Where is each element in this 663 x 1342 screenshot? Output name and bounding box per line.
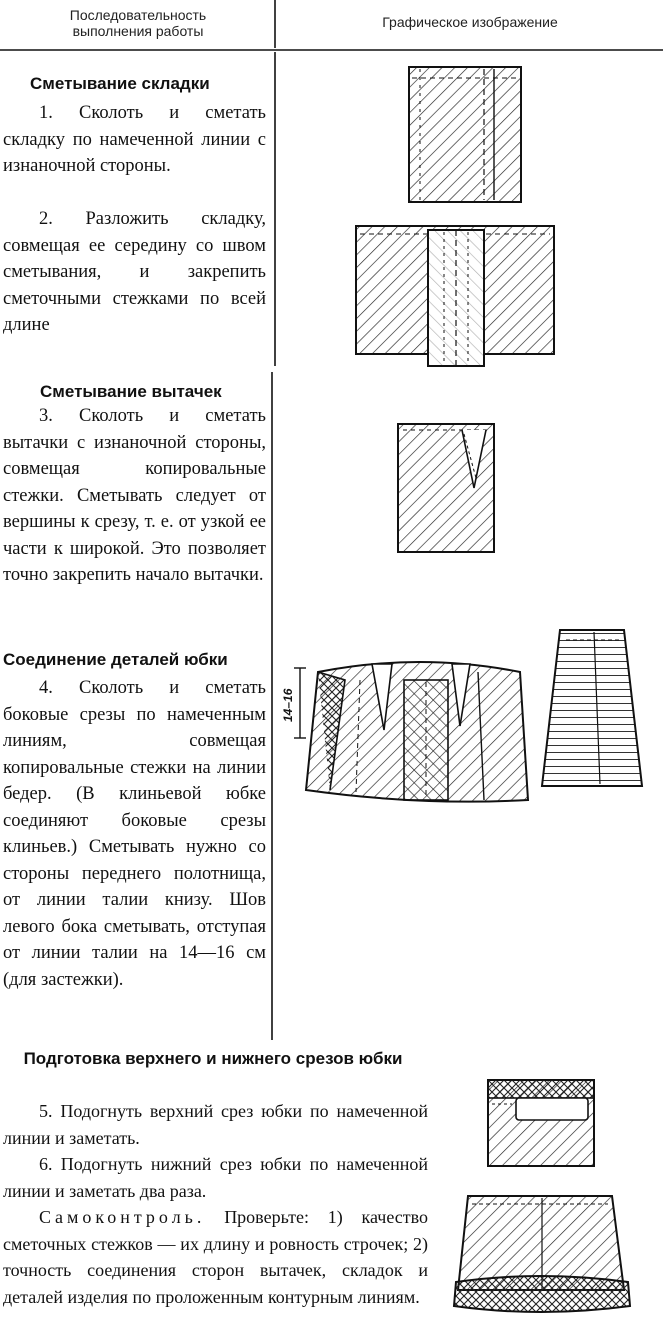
step-1-text: 1. Сколоть и сметать складку по намеченной линии с изнаночной стороны.	[3, 103, 266, 176]
header-graphic: Графическое изображение	[382, 14, 558, 30]
figure-skirt-assembly	[294, 662, 528, 802]
section-title-skirt-assembly: Соединение деталей юбки	[3, 650, 228, 669]
section-title-fold-basting: Сметывание складки	[30, 74, 210, 93]
step-5-text: 5. Подогнуть верхний срез юбки по намеченной линии и заметать.	[3, 1101, 428, 1148]
step-4-text: 4. Сколоть и сметать боковые срезы по намеченным линиям, совмещая копировальные стежки на линии бедер. (В клиньевой юбке соединяют боковые срезы клиньев.) Сметывать нужно со стороны переднего полотнища, от линии талии книзу. Шов левого бока сметывать, отступая от линии талии на 14—16 см (для застежки).	[3, 678, 266, 990]
step-6-text: 6. Подогнуть нижний срез юбки по намеченной линии и заметать два раза.	[3, 1154, 428, 1201]
step-2-text: 2. Разложить складку, совмещая ее середину со швом сметывания, и закрепить сметочными стежками по всей длине	[3, 209, 266, 335]
figure-hem-fold	[454, 1196, 630, 1312]
step-3-text: 3. Сколоть и сметать вытачки с изнаночной стороны, совмещая копировальные стежки. Сметывать следует от вершины к срезу, т. е. от узкой ее части к широкой. Это позволяет точно закрепить начало вытачки.	[3, 406, 266, 585]
self-check-text: Проверьте: 1) качество сметочных стежков — их длину и ровность строчек; 2) точность соединения сторон вытачек, складок и деталей изделия по проложенным контурным линиям.	[3, 1207, 428, 1307]
dimension-label: 14–16	[281, 688, 295, 722]
section-title-dart-basting: Сметывание вытачек	[40, 382, 222, 401]
figure-fold-basting	[409, 67, 521, 202]
self-check-paragraph	[3, 1204, 428, 1310]
figure-top-edge-fold	[488, 1080, 594, 1166]
header-sequence: Последовательность выполнения работы	[69, 7, 207, 39]
section-title-edge-preparation: Подготовка верхнего и нижнего срезов юбки	[23, 1049, 403, 1068]
figure-dart-basting	[398, 424, 494, 552]
self-check-label: Самоконтроль.	[39, 1207, 206, 1227]
figure-laid-pleat	[356, 226, 554, 366]
figure-gored-skirt	[542, 630, 642, 786]
